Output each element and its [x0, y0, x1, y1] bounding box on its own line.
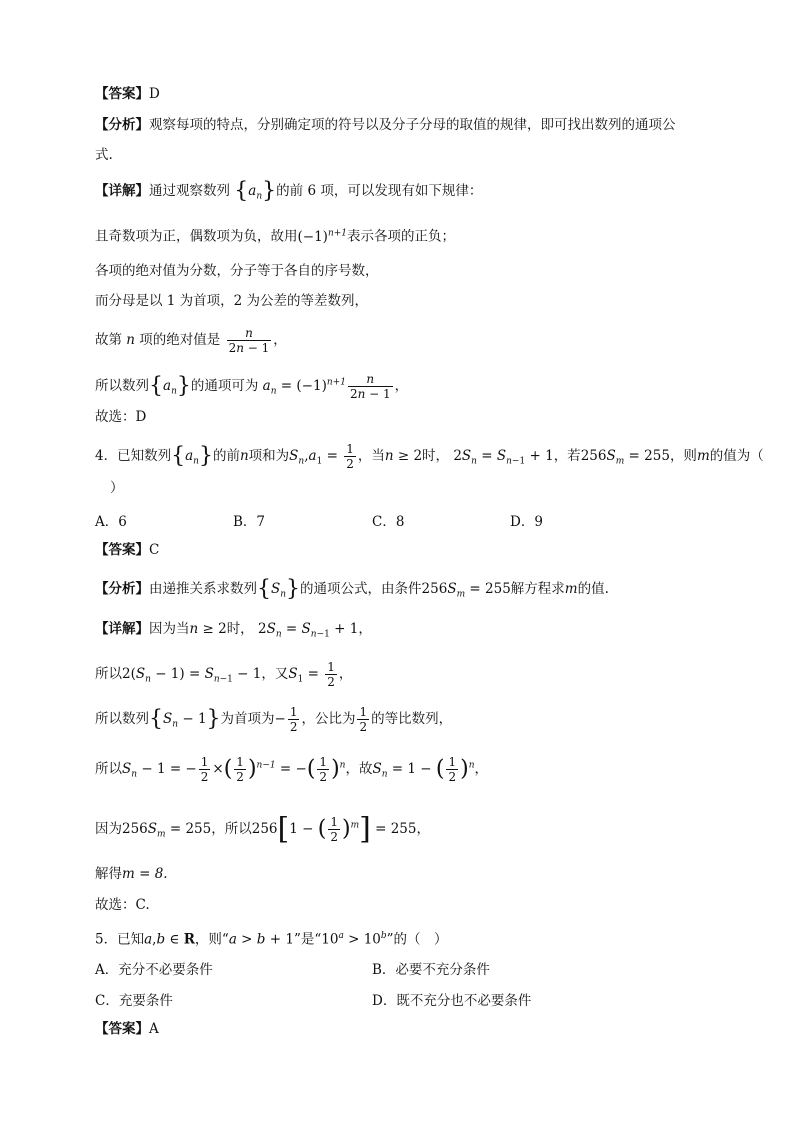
text: ”的（ ） [386, 931, 448, 948]
text: 因为 [95, 821, 122, 837]
q4-option-c: C．8 [372, 514, 405, 530]
q4-analysis-line: 【分析】由递推关系求数列$\{S_n\}$的通项公式，由条件$256S_m = 255$解方程求m的值. [95, 576, 609, 602]
q4-detail-line: 【详解】因为当n ≥ 2时， $2S_n = S_{n-1} + 1$， [95, 621, 372, 640]
q3-analysis-line [95, 116, 676, 134]
analysis-text: 观察每项的特点，分别确定项的符号以及分子分母的取值的规律，即可找出数列的通项公 [149, 117, 676, 133]
q5-option-b: B．必要不充分条件 [372, 962, 490, 978]
answer-value: A [149, 1021, 159, 1037]
q3-detail-line [95, 178, 483, 206]
q3-line5: 故第 n 项的绝对值是 $\frac{n}{2n - 1}$ ， [95, 326, 287, 355]
answer-value: C [149, 542, 160, 558]
text: 因为当 [149, 621, 190, 637]
text: ， [416, 821, 430, 837]
text: 的前 [212, 448, 240, 464]
q3-analysis-line-2 [95, 146, 113, 164]
text: ， [394, 378, 409, 394]
text: 时， [226, 621, 254, 637]
text: ， [273, 332, 287, 348]
text: 为首项为 [220, 711, 275, 727]
q4-answer-line [95, 541, 159, 559]
analysis-label: 【分析】 [95, 581, 149, 597]
q4-d4: 所以$S_n - 1$ = − $\frac{1}{2}$ ×( $\frac{1}{2}$ )$^{n-1}$ = −( $\frac{1}{2}$ )$^n$，故$S_n = 1$ − ( $\frac{1}{2}$ )$^n$， [95, 755, 489, 784]
answer-label: 【答案】 [95, 86, 149, 102]
text: ，则 [669, 448, 697, 464]
q3-answer-line [95, 85, 160, 103]
q3-line6: 所以数列$\{a_n\}$的通项可为 $a_n = (-1)^{n+1}$ $\frac{n}{2n - 1}$ ， [95, 372, 409, 401]
text: 的值为（ [709, 448, 764, 464]
text: 的值. [577, 581, 609, 597]
text: 且奇数项为正，偶数项为负，故用 [95, 228, 298, 245]
text: 项和为 [248, 448, 290, 464]
math-seq-an: $\{a_n\}$ [234, 178, 277, 204]
q4-d5: 因为$256S_m = 255$，所以256[1 − ( $\frac{1}{2}$ )$^m$] = 255， [95, 811, 430, 847]
text: 项的绝对值是 [139, 332, 221, 348]
text: ， [338, 666, 353, 682]
text: ， [474, 761, 489, 777]
q5-stem: 5．已知a,b ∈ R，则“a > b + 1”是“$10^a > 10^b$”的（ ） [95, 931, 448, 948]
math-frac: $\frac{n}{2n - 1}$ [228, 326, 270, 355]
answer-label: 【答案】 [95, 1021, 149, 1037]
q4-option-b: B．7 [233, 514, 266, 530]
q4-option-a: A．6 [95, 514, 127, 530]
text: 4．已知数列 [95, 448, 172, 464]
q4-option-d: D．9 [510, 514, 543, 530]
q4-stem-close: ） [110, 480, 124, 496]
text: ”是“ [293, 931, 322, 948]
q3-line2 [95, 224, 455, 246]
analysis-label: 【分析】 [95, 117, 149, 133]
q5-option-a: A．充分不必要条件 [95, 962, 213, 978]
text: 解得 [95, 866, 122, 882]
q4-d3: 所以数列$\{S_n - 1\}$为首项为− $\frac{1}{2}$ ，公比为 $\frac{1}{2}$ 的等比数列， [95, 705, 453, 734]
text: ，公比为 [301, 711, 356, 727]
text: ，则“ [194, 931, 229, 948]
text: 由递推关系求数列 [149, 581, 257, 597]
q5-option-d: D．既不充分也不必要条件 [372, 993, 532, 1009]
q3-line3: 各项的绝对值为分数，分子等于各自的序号数， [95, 263, 379, 279]
math-result: m = 8. [122, 866, 168, 882]
q3-choose: 故选：D [95, 409, 147, 425]
detail-label: 【详解】 [95, 621, 149, 637]
math-formula: $a_n = (-1)^{n+1}$ $\frac{n}{2n - 1}$ [262, 372, 391, 401]
q5-answer-line [95, 1020, 159, 1038]
text: 所以 [95, 666, 122, 682]
q4-d2: 所以$2(S_n - 1) = S_{n-1} - 1$，又$S_1$ = $\frac{1}{2}$ ， [95, 660, 353, 689]
q4-stem: 4．已知数列$\{a_n\}$的前n项和为$S_n,a_1$ = $\frac{1}{2}$ ，当n ≥ 2时， $2S_n = S_{n-1} + 1$，若$256S_m = 255$，则m的值为（ [95, 442, 764, 471]
analysis-text-cont: 式. [95, 147, 113, 163]
text: ，故 [345, 761, 373, 777]
text: 的等比数列， [371, 711, 453, 727]
text: 表示各项的正负； [347, 228, 456, 245]
answer-value: D [149, 86, 160, 102]
q4-choose: 故选：C. [95, 897, 150, 913]
q4-d6 [95, 865, 168, 883]
text: 所以数列 [95, 378, 149, 394]
text: 解方程求 [510, 581, 565, 597]
answer-label: 【答案】 [95, 542, 149, 558]
text: 的通项可为 [190, 378, 259, 394]
q5-option-c: C．充要条件 [95, 993, 173, 1009]
text: 时， [422, 448, 450, 464]
text: ，当 [357, 448, 385, 464]
math-sign: $(-1)^{n+1}$ [297, 228, 348, 245]
text: 所以 [95, 761, 122, 777]
detail-text-b: 的前 6 项，可以发现有如下规律： [276, 183, 483, 199]
detail-label: 【详解】 [95, 183, 149, 199]
text: 的通项公式，由条件 [300, 581, 422, 597]
detail-text: 通过观察数列 [149, 183, 230, 199]
q3-line4: 而分母是以 1 为首项，2 为公差的等差数列， [95, 293, 369, 309]
text: 所以数列 [95, 711, 149, 727]
text: ，又 [261, 666, 289, 682]
text: 5．已知 [95, 931, 145, 948]
text: 故第 [95, 332, 122, 348]
text: ， [358, 621, 372, 637]
text: ，若 [553, 448, 581, 464]
text: ，所以 [211, 821, 252, 837]
